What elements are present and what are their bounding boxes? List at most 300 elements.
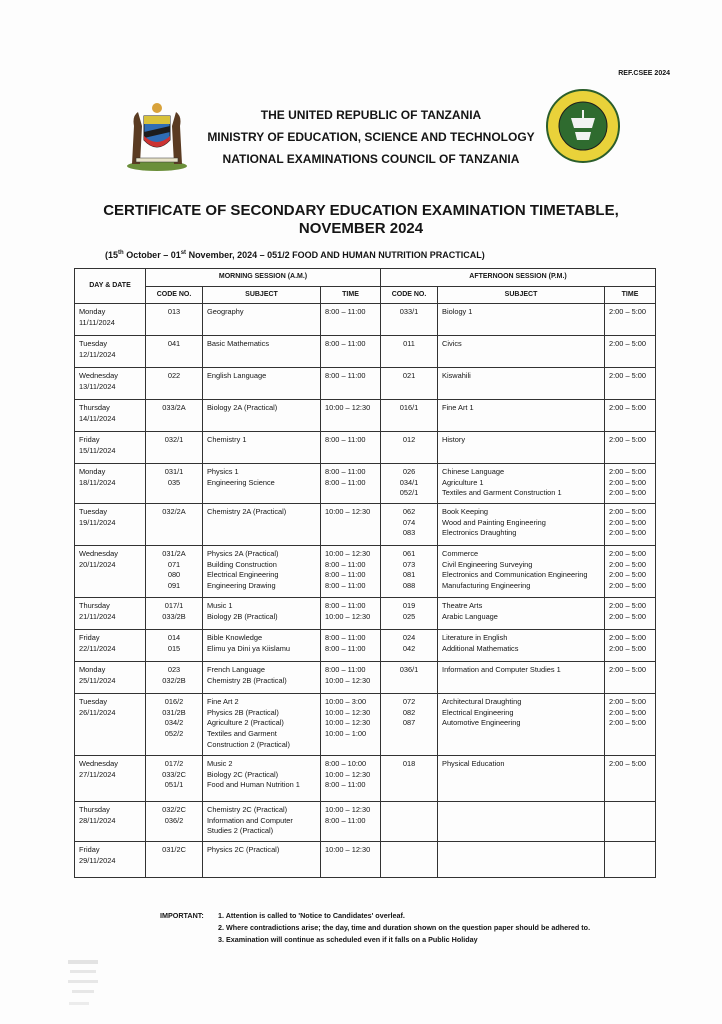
header-council: NATIONAL EXAMINATIONS COUNCIL OF TANZANIA bbox=[222, 152, 520, 166]
am-code-cell-line: 031/2B bbox=[162, 707, 186, 717]
pm-code-cell bbox=[381, 432, 438, 464]
am-subject-cell bbox=[203, 504, 321, 546]
pm-time-cell bbox=[605, 336, 656, 368]
pm-subject-cell-line: Manufacturing Engineering bbox=[442, 580, 531, 590]
pm-code-cell-line: 083 bbox=[402, 528, 416, 538]
am-code-cell-line: 035 bbox=[167, 477, 181, 487]
day-date-cell-line: 25/11/2024 bbox=[79, 675, 116, 685]
am-subject-cell-line: Geography bbox=[207, 307, 244, 317]
am-subject-cell-line: Basic Mathematics bbox=[207, 339, 270, 349]
day-date-cell-line: Wednesday bbox=[79, 759, 118, 769]
day-date-cell-line: Monday bbox=[79, 665, 106, 675]
note-1: 1. Attention is called to 'Notice to Candidates' overleaf. bbox=[218, 911, 405, 920]
am-time-header: TIME bbox=[321, 286, 381, 304]
pm-time-cell-line: 2:00 – 5:00 bbox=[609, 759, 647, 769]
am-time-cell bbox=[321, 598, 381, 630]
pm-time-cell bbox=[605, 546, 656, 598]
pm-time-cell bbox=[605, 630, 656, 662]
am-time-cell-line: 10:00 – 12:30 bbox=[325, 845, 371, 855]
am-code-cell-line: 034/2 bbox=[164, 718, 184, 728]
am-subject-cell-line: Biology 2C (Practical) bbox=[207, 769, 279, 779]
pm-code-cell-line: 034/1 bbox=[399, 477, 419, 487]
am-time-cell-line: 10:00 – 12:30 bbox=[325, 507, 371, 517]
am-subject-cell bbox=[203, 304, 321, 336]
table-row bbox=[75, 464, 656, 504]
pm-subject-cell bbox=[438, 694, 605, 756]
am-code-cell-line: 032/1 bbox=[164, 435, 184, 445]
am-code-cell-line: 032/2B bbox=[162, 675, 186, 685]
pm-subject-cell bbox=[438, 630, 605, 662]
day-date-cell-line: 15/11/2024 bbox=[79, 445, 116, 455]
subtitle-mid: October – 01 bbox=[123, 250, 181, 260]
am-subject-cell-line: Chemistry 1 bbox=[207, 435, 247, 445]
am-subject-cell-line: English Language bbox=[207, 371, 267, 381]
pm-code-cell-line: 021 bbox=[402, 371, 416, 381]
am-subject-cell-line: Physics 2C (Practical) bbox=[207, 845, 280, 855]
am-code-cell-line: 032/2A bbox=[162, 507, 186, 517]
am-time-cell-line: 10:00 – 12:30 bbox=[325, 675, 371, 685]
am-subject-cell-line: Biology 2A (Practical) bbox=[207, 403, 278, 413]
am-time-cell-line: 8:00 – 11:00 bbox=[325, 570, 366, 580]
day-date-cell-line: 29/11/2024 bbox=[79, 855, 116, 865]
pm-subject-cell bbox=[438, 336, 605, 368]
am-time-cell-line: 10:00 – 3:00 bbox=[325, 697, 367, 707]
pm-code-cell bbox=[381, 598, 438, 630]
pm-code-cell bbox=[381, 756, 438, 802]
pm-time-cell-line: 2:00 – 5:00 bbox=[609, 601, 647, 611]
pm-code-cell-line: 088 bbox=[402, 580, 416, 590]
pm-subject-cell-line: Commerce bbox=[442, 549, 479, 559]
am-time-cell-line: 10:00 – 12:30 bbox=[325, 805, 371, 815]
am-subject-header: SUBJECT bbox=[203, 286, 321, 304]
am-code-cell bbox=[146, 546, 203, 598]
am-time-cell bbox=[321, 546, 381, 598]
am-time-cell-line: 8:00 – 11:00 bbox=[325, 307, 366, 317]
am-time-cell-line: 10:00 – 12:30 bbox=[325, 707, 371, 717]
am-subject-cell-line: Construction 2 (Practical) bbox=[207, 739, 290, 749]
day-date-cell-line: 22/11/2024 bbox=[79, 643, 116, 653]
pm-subject-cell-line: Electronics Draughting bbox=[442, 528, 517, 538]
pm-code-cell bbox=[381, 694, 438, 756]
pm-subject-cell-line: Literature in English bbox=[442, 633, 508, 643]
am-time-cell bbox=[321, 630, 381, 662]
pm-time-cell bbox=[605, 842, 656, 878]
pm-time-cell bbox=[605, 504, 656, 546]
pm-time-cell-line: 2:00 – 5:00 bbox=[609, 611, 647, 621]
am-time-cell-line: 8:00 – 11:00 bbox=[325, 601, 366, 611]
day-date-cell bbox=[75, 630, 146, 662]
pm-code-cell-line: 061 bbox=[402, 549, 416, 559]
pm-time-cell-line: 2:00 – 5:00 bbox=[609, 643, 647, 653]
pm-time-cell-line: 2:00 – 5:00 bbox=[609, 580, 647, 590]
day-date-cell bbox=[75, 304, 146, 336]
day-date-cell-line: Thursday bbox=[79, 403, 110, 413]
am-subject-cell-line: Physics 2B (Practical) bbox=[207, 707, 279, 717]
am-time-cell bbox=[321, 368, 381, 400]
pm-time-cell-line: 2:00 – 5:00 bbox=[609, 570, 647, 580]
pm-time-cell-line: 2:00 – 5:00 bbox=[609, 371, 647, 381]
am-subject-cell-line: Studies 2 (Practical) bbox=[207, 826, 274, 836]
am-time-cell-line: 8:00 – 11:00 bbox=[325, 371, 366, 381]
pm-time-cell bbox=[605, 756, 656, 802]
pm-subject-cell bbox=[438, 662, 605, 694]
pm-subject-cell-line: Automotive Engineering bbox=[442, 718, 521, 728]
am-time-cell bbox=[321, 756, 381, 802]
pm-subject-cell-line: History bbox=[442, 435, 466, 445]
pm-time-cell-line: 2:00 – 5:00 bbox=[609, 477, 647, 487]
pm-subject-cell-line: Wood and Painting Engineering bbox=[442, 517, 546, 527]
note-2: 2. Where contradictions arise; the day, time and duration shown on the question paper should be adhered to. bbox=[218, 923, 591, 932]
pm-subject-header: SUBJECT bbox=[438, 286, 605, 304]
pm-subject-cell bbox=[438, 598, 605, 630]
pm-time-cell-line: 2:00 – 5:00 bbox=[609, 507, 647, 517]
stamp-smudge bbox=[66, 958, 106, 1018]
pm-subject-cell bbox=[438, 304, 605, 336]
am-code-cell-line: 016/2 bbox=[164, 697, 184, 707]
pm-time-cell-line: 2:00 – 5:00 bbox=[609, 718, 647, 728]
timetable-body bbox=[75, 304, 656, 878]
pm-subject-cell bbox=[438, 756, 605, 802]
am-code-cell-line: 032/2C bbox=[162, 805, 186, 815]
day-date-cell-line: 28/11/2024 bbox=[79, 815, 116, 825]
am-subject-cell bbox=[203, 400, 321, 432]
pm-time-cell-line: 2:00 – 5:00 bbox=[609, 665, 647, 675]
pm-code-cell-line: 024 bbox=[402, 633, 416, 643]
am-code-cell bbox=[146, 662, 203, 694]
pm-code-cell-line: 018 bbox=[402, 759, 416, 769]
pm-subject-cell-line: Chinese Language bbox=[442, 467, 505, 477]
pm-subject-cell-line: Book Keeping bbox=[442, 507, 489, 517]
pm-subject-cell bbox=[438, 842, 605, 878]
am-code-cell-line: 033/2C bbox=[162, 769, 186, 779]
pm-code-cell-line: 036/1 bbox=[399, 665, 419, 675]
pm-subject-cell-line: Information and Computer Studies 1 bbox=[442, 665, 561, 675]
pm-time-cell-line: 2:00 – 5:00 bbox=[609, 549, 647, 559]
day-date-cell-line: Thursday bbox=[79, 601, 110, 611]
pm-code-cell-line: 074 bbox=[402, 517, 416, 527]
important-notes bbox=[160, 910, 590, 946]
pm-subject-cell-line: Kiswahili bbox=[442, 371, 471, 381]
am-time-cell bbox=[321, 464, 381, 504]
am-subject-cell bbox=[203, 662, 321, 694]
pm-time-cell-line: 2:00 – 5:00 bbox=[609, 697, 647, 707]
day-date-cell-line: 18/11/2024 bbox=[79, 477, 116, 487]
pm-subject-cell bbox=[438, 546, 605, 598]
am-code-cell-line: 080 bbox=[167, 570, 181, 580]
pm-code-cell-line: 012 bbox=[402, 435, 416, 445]
am-code-cell-line: 052/2 bbox=[164, 728, 184, 738]
pm-subject-cell-line: Physical Education bbox=[442, 759, 505, 769]
pm-time-cell-line: 2:00 – 5:00 bbox=[609, 403, 647, 413]
day-date-cell bbox=[75, 756, 146, 802]
am-code-cell-line: 031/2A bbox=[162, 549, 186, 559]
pm-time-cell-line: 2:00 – 5:00 bbox=[609, 467, 647, 477]
day-date-cell-line: 27/11/2024 bbox=[79, 769, 116, 779]
am-code-cell-line: 017/1 bbox=[164, 601, 184, 611]
pm-time-cell-line: 2:00 – 5:00 bbox=[609, 435, 647, 445]
pm-time-cell bbox=[605, 694, 656, 756]
table-row bbox=[75, 368, 656, 400]
pm-time-header: TIME bbox=[605, 286, 656, 304]
am-subject-cell-line: Information and Computer bbox=[207, 815, 293, 825]
am-code-cell bbox=[146, 336, 203, 368]
am-subject-cell-line: Physics 2A (Practical) bbox=[207, 549, 279, 559]
am-time-cell-line: 8:00 – 10:00 bbox=[325, 759, 367, 769]
am-code-cell bbox=[146, 432, 203, 464]
am-time-cell-line: 8:00 – 11:00 bbox=[325, 633, 366, 643]
header-country: THE UNITED REPUBLIC OF TANZANIA bbox=[260, 108, 482, 122]
pm-subject-cell-line: Civics bbox=[442, 339, 462, 349]
pm-code-cell-line: 081 bbox=[402, 570, 416, 580]
day-date-cell-line: Friday bbox=[79, 845, 100, 855]
day-date-cell-line: Tuesday bbox=[79, 697, 108, 707]
am-subject-cell bbox=[203, 464, 321, 504]
header-ministry: MINISTRY OF EDUCATION, SCIENCE AND TECHNOLOGY bbox=[207, 130, 535, 144]
pm-code-cell bbox=[381, 630, 438, 662]
pm-time-cell-line: 2:00 – 5:00 bbox=[609, 707, 647, 717]
pm-time-cell bbox=[605, 598, 656, 630]
am-code-header: CODE NO. bbox=[146, 286, 203, 304]
am-code-cell-line: 033/2B bbox=[162, 611, 186, 621]
day-date-cell-line: Friday bbox=[79, 633, 100, 643]
pm-subject-cell-line: Theatre Arts bbox=[442, 601, 483, 611]
pm-code-cell-line: 016/1 bbox=[399, 403, 419, 413]
day-date-cell-line: Tuesday bbox=[79, 339, 108, 349]
day-date-cell-line: 14/11/2024 bbox=[79, 413, 116, 423]
am-time-cell-line: 8:00 – 11:00 bbox=[325, 580, 366, 590]
pm-code-cell bbox=[381, 368, 438, 400]
am-code-cell-line: 023 bbox=[167, 665, 181, 675]
pm-code-cell-line: 082 bbox=[402, 707, 416, 717]
day-date-cell-line: 21/11/2024 bbox=[79, 611, 116, 621]
pm-subject-cell-line: Electronics and Communication Engineering bbox=[442, 570, 588, 580]
table-row bbox=[75, 662, 656, 694]
pm-subject-cell-line: Civil Engineering Surveying bbox=[442, 559, 533, 569]
pm-code-cell-line: 011 bbox=[403, 339, 415, 349]
day-date-cell bbox=[75, 598, 146, 630]
important-label: IMPORTANT: bbox=[160, 911, 204, 920]
am-time-cell-line: 10:00 – 12:30 bbox=[325, 403, 371, 413]
day-date-cell-line: Thursday bbox=[79, 805, 110, 815]
day-date-cell bbox=[75, 842, 146, 878]
am-subject-cell-line: Physics 1 bbox=[207, 467, 239, 477]
am-code-cell-line: 051/1 bbox=[164, 780, 184, 790]
day-date-cell-line: Tuesday bbox=[79, 507, 108, 517]
am-subject-cell-line: Biology 2B (Practical) bbox=[207, 611, 278, 621]
am-code-cell-line: 031/1 bbox=[164, 467, 184, 477]
am-code-cell bbox=[146, 400, 203, 432]
pm-code-cell bbox=[381, 842, 438, 878]
am-time-cell bbox=[321, 842, 381, 878]
day-date-cell bbox=[75, 464, 146, 504]
am-subject-cell-line: Music 1 bbox=[207, 601, 233, 611]
am-subject-cell bbox=[203, 336, 321, 368]
reference-number: REF.CSEE 2024 bbox=[618, 70, 670, 77]
pm-time-cell-line: 2:00 – 5:00 bbox=[609, 633, 647, 643]
pm-time-cell-line: 2:00 – 5:00 bbox=[609, 528, 647, 538]
am-code-cell bbox=[146, 842, 203, 878]
pm-subject-cell-line: Agriculture 1 bbox=[442, 477, 484, 487]
pm-code-cell-line: 062 bbox=[402, 507, 416, 517]
day-date-cell bbox=[75, 400, 146, 432]
day-date-cell bbox=[75, 432, 146, 464]
am-subject-cell-line: Elimu ya Dini ya Kiislamu bbox=[207, 643, 290, 653]
am-time-cell-line: 8:00 – 11:00 bbox=[325, 815, 366, 825]
am-subject-cell bbox=[203, 630, 321, 662]
pm-time-cell bbox=[605, 662, 656, 694]
am-time-cell-line: 8:00 – 11:00 bbox=[325, 559, 366, 569]
am-time-cell bbox=[321, 504, 381, 546]
am-code-cell bbox=[146, 464, 203, 504]
am-subject-cell bbox=[203, 694, 321, 756]
day-date-cell-line: 26/11/2024 bbox=[79, 707, 116, 717]
pm-code-header: CODE NO. bbox=[381, 286, 438, 304]
table-row bbox=[75, 842, 656, 878]
am-time-cell bbox=[321, 304, 381, 336]
day-date-header: DAY & DATE bbox=[75, 269, 146, 304]
pm-code-cell-line: 042 bbox=[402, 643, 416, 653]
day-date-cell bbox=[75, 802, 146, 842]
am-code-cell-line: 017/2 bbox=[164, 759, 184, 769]
am-subject-cell-line: Chemistry 2A (Practical) bbox=[207, 507, 287, 517]
subtitle-sup-1: th bbox=[118, 250, 124, 256]
day-date-cell-line: 12/11/2024 bbox=[79, 349, 116, 359]
table-row bbox=[75, 546, 656, 598]
am-subject-cell-line: French Language bbox=[207, 665, 265, 675]
am-time-cell bbox=[321, 662, 381, 694]
am-code-cell bbox=[146, 304, 203, 336]
am-code-cell-line: 013 bbox=[167, 307, 181, 317]
day-date-cell-line: Monday bbox=[79, 467, 106, 477]
am-code-cell-line: 015 bbox=[167, 643, 181, 653]
pm-time-cell-line: 2:00 – 5:00 bbox=[609, 488, 647, 498]
pm-subject-cell-line: Biology 1 bbox=[442, 307, 473, 317]
am-code-cell-line: 071 bbox=[167, 559, 181, 569]
am-code-cell-line: 091 bbox=[167, 580, 181, 590]
table-row bbox=[75, 504, 656, 546]
day-date-cell-line: Monday bbox=[79, 307, 106, 317]
table-row bbox=[75, 336, 656, 368]
day-date-cell-line: 11/11/2024 bbox=[79, 317, 115, 327]
pm-subject-cell bbox=[438, 802, 605, 842]
table-row bbox=[75, 694, 656, 756]
pm-code-cell-line: 025 bbox=[402, 611, 416, 621]
table-row bbox=[75, 756, 656, 802]
am-time-cell-line: 10:00 – 12:30 bbox=[325, 611, 371, 621]
pm-time-cell bbox=[605, 802, 656, 842]
am-subject-cell-line: Music 2 bbox=[207, 759, 233, 769]
am-time-cell-line: 8:00 – 11:00 bbox=[325, 665, 366, 675]
am-code-cell bbox=[146, 368, 203, 400]
table-row bbox=[75, 630, 656, 662]
pm-subject-cell-line: Electrical Engineering bbox=[442, 707, 514, 717]
am-subject-cell bbox=[203, 432, 321, 464]
am-time-cell bbox=[321, 802, 381, 842]
pm-time-cell-line: 2:00 – 5:00 bbox=[609, 307, 647, 317]
day-date-cell-line: Friday bbox=[79, 435, 100, 445]
pm-subject-cell bbox=[438, 504, 605, 546]
am-subject-cell bbox=[203, 598, 321, 630]
am-time-cell-line: 10:00 – 1:00 bbox=[325, 728, 367, 738]
am-subject-cell-line: Fine Art 2 bbox=[207, 697, 239, 707]
pm-time-cell bbox=[605, 464, 656, 504]
pm-subject-cell bbox=[438, 400, 605, 432]
day-date-cell-line: 13/11/2024 bbox=[79, 381, 116, 391]
subtitle-sup-2: st bbox=[180, 250, 187, 256]
am-subject-cell-line: Engineering Drawing bbox=[207, 580, 276, 590]
am-code-cell-line: 031/2C bbox=[162, 845, 186, 855]
day-date-cell bbox=[75, 336, 146, 368]
am-subject-cell-line: Chemistry 2C (Practical) bbox=[207, 805, 288, 815]
pm-subject-cell-line: Architectural Draughting bbox=[442, 697, 522, 707]
day-date-cell bbox=[75, 504, 146, 546]
am-code-cell-line: 022 bbox=[167, 371, 181, 381]
am-subject-cell-line: Bible Knowledge bbox=[207, 633, 263, 643]
am-code-cell bbox=[146, 756, 203, 802]
pm-code-cell bbox=[381, 662, 438, 694]
pm-subject-cell bbox=[438, 432, 605, 464]
am-code-cell bbox=[146, 802, 203, 842]
am-subject-cell bbox=[203, 756, 321, 802]
am-subject-cell-line: Electrical Engineering bbox=[207, 570, 279, 580]
day-date-cell-line: 19/11/2024 bbox=[79, 517, 116, 527]
am-code-cell-line: 041 bbox=[167, 339, 181, 349]
am-time-cell-line: 8:00 – 11:00 bbox=[325, 339, 366, 349]
pm-subject-cell bbox=[438, 368, 605, 400]
pm-code-cell-line: 019 bbox=[402, 601, 416, 611]
pm-time-cell-line: 2:00 – 5:00 bbox=[609, 517, 647, 527]
am-code-cell bbox=[146, 694, 203, 756]
am-time-cell bbox=[321, 432, 381, 464]
am-subject-cell-line: Engineering Science bbox=[207, 477, 275, 487]
title-line-2: NOVEMBER 2024 bbox=[298, 220, 424, 237]
afternoon-session-header: AFTERNOON SESSION (P.M.) bbox=[381, 269, 656, 287]
pm-time-cell bbox=[605, 368, 656, 400]
am-subject-cell-line: Food and Human Nutrition 1 bbox=[207, 780, 300, 790]
am-subject-cell bbox=[203, 368, 321, 400]
am-time-cell-line: 10:00 – 12:30 bbox=[325, 769, 371, 779]
pm-subject-cell-line: Textiles and Garment Construction 1 bbox=[442, 488, 562, 498]
morning-session-header: MORNING SESSION (A.M.) bbox=[146, 269, 381, 287]
pm-time-cell bbox=[605, 432, 656, 464]
am-subject-cell bbox=[203, 842, 321, 878]
timetable bbox=[74, 268, 656, 878]
table-row bbox=[75, 432, 656, 464]
table-row bbox=[75, 304, 656, 336]
am-time-cell-line: 10:00 – 12:30 bbox=[325, 549, 371, 559]
am-subject-cell-line: Building Construction bbox=[207, 559, 277, 569]
note-3: 3. Examination will continue as scheduled even if it falls on a Public Holiday bbox=[218, 935, 478, 944]
document-title bbox=[40, 202, 682, 238]
day-date-cell-line: Wednesday bbox=[79, 549, 118, 559]
am-time-cell-line: 10:00 – 12:30 bbox=[325, 718, 371, 728]
pm-code-cell-line: 033/1 bbox=[399, 307, 419, 317]
pm-code-cell bbox=[381, 802, 438, 842]
am-time-cell bbox=[321, 400, 381, 432]
am-time-cell bbox=[321, 694, 381, 756]
am-code-cell-line: 014 bbox=[167, 633, 181, 643]
subtitle-end: November, 2024 – 051/2 FOOD AND HUMAN NUTRITION PRACTICAL) bbox=[186, 250, 485, 260]
pm-code-cell-line: 072 bbox=[402, 697, 416, 707]
pm-subject-cell-line: Additional Mathematics bbox=[442, 643, 519, 653]
pm-subject-cell-line: Arabic Language bbox=[442, 611, 498, 621]
am-time-cell-line: 8:00 – 11:00 bbox=[325, 780, 366, 790]
am-subject-cell bbox=[203, 802, 321, 842]
am-code-cell bbox=[146, 630, 203, 662]
pm-subject-cell bbox=[438, 464, 605, 504]
am-code-cell-line: 036/2 bbox=[164, 815, 184, 825]
pm-code-cell bbox=[381, 336, 438, 368]
